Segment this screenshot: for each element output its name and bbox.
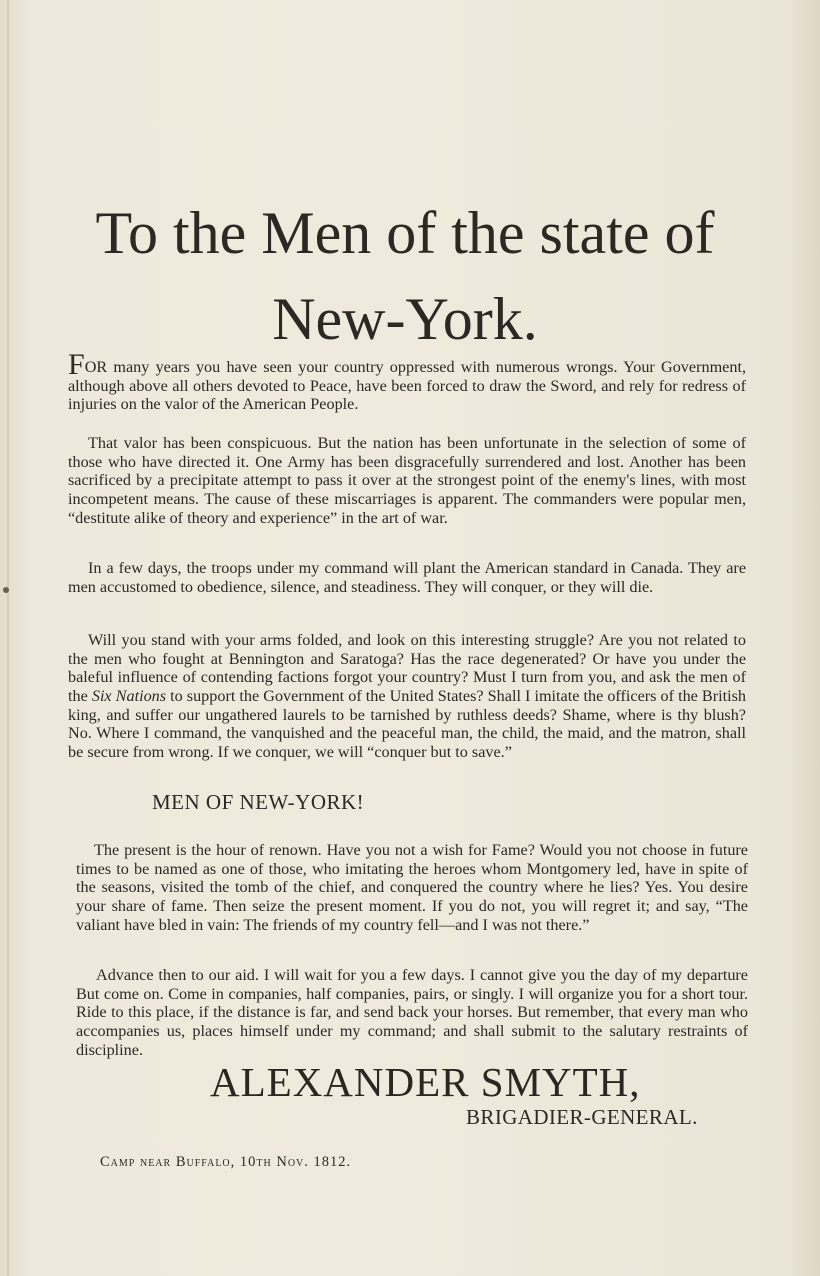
subheading: MEN OF NEW-YORK!: [152, 790, 365, 814]
signature-name: ALEXANDER SMYTH,: [210, 1059, 641, 1105]
paragraph-3: In a few days, the troops under my command will plant the American standard in Canada. They are men accustomed to obedience, silence, and steadiness. They will conquer, or they will die.: [68, 559, 746, 596]
paragraph-5: The present is the hour of renown. Have you not a wish for Fame? Would you not choose in future times to be named as one of those, who imitating the heroes whom Montgomery led, have in spite of the seasons, visited the tomb of the chief, and conquered the country where he lies? Yes. You desire your share of fame. Then seize the present moment. If you do not, you will regret it; and say, “The valiant have bled in vain: The friends of my country fell—and I was not there.”: [76, 841, 748, 934]
dateline: Camp near Buffalo, 10th Nov. 1812.: [100, 1154, 352, 1170]
paragraph-4-text-a: Will you stand with your arms folded, and look on this interesting struggle? Are you not related to the men who fought at Bennington and Saratoga? Has the race degenerated? Or have you under the baleful influence of contending factions forgot your country? Must I turn from you, and ask the men of the: [68, 631, 746, 705]
broadside-title: To the Men of the state of New-York.: [95, 200, 715, 353]
paragraph-4: [68, 631, 746, 761]
pin-hole-mark: [3, 587, 9, 593]
paragraph-6: Advance then to our aid. I will wait for you a few days. I cannot give you the day of my departure But come on. Come in companies, half companies, pairs, or singly. I will organize you for a short tour. Ride to this place, if the distance is far, and send back your horses. But remember, that every man who accompanies us, places himself under my command; and shall submit to the salutary restraints of discipline.: [76, 966, 748, 1059]
drop-cap: F: [68, 348, 85, 382]
paragraph-1-text: OR many years you have seen your country oppressed with numerous wrongs. Your Government, although above all others devoted to Peace, have been forced to draw the Sword, and rely for redress of injuries on the valor of the American People.: [68, 358, 746, 414]
paragraph-1: [68, 348, 746, 414]
paragraph-2: That valor has been conspicuous. But the nation has been unfortunate in the selection of some of those who have directed it. One Army has been disgracefully surrendered and lost. Another has been sacrificed by a precipitate attempt to pass it over at the strongest point of the enemy's lines, with most incompetent means. The cause of these miscarriages is apparent. The commanders were popular men, “destitute alike of theory and experience” in the art of war.: [68, 434, 746, 527]
six-nations-italic: Six Nations: [91, 686, 167, 705]
paragraph-4-text-b: to support the Government of the United States? Shall I imitate the officers of the British king, and suffer our ungathered laurels to be tarnished by ruthless deeds? Shame, where is thy blush? No. Where I command, the vanquished and the peaceful man, the child, the maid, and the matron, shall be secure from wrong. If we conquer, we will “conquer but to save.”: [68, 686, 746, 761]
signature-rank: BRIGADIER-GENERAL.: [466, 1105, 698, 1129]
